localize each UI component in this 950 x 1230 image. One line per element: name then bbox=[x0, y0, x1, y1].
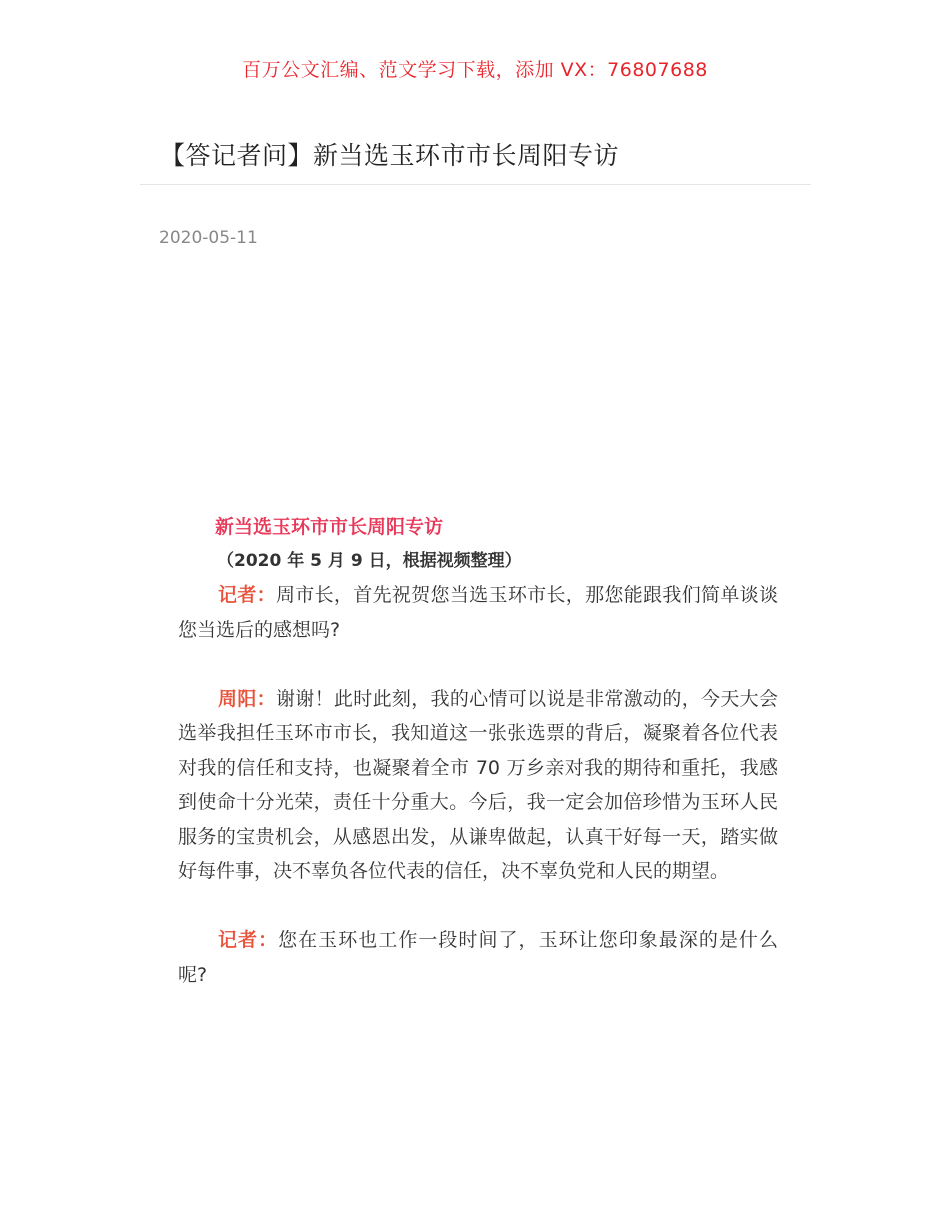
speaker-label: 周阳： bbox=[218, 687, 276, 710]
publish-date: 2020-05-11 bbox=[159, 228, 258, 248]
qa-paragraph-2 bbox=[178, 682, 778, 889]
qa-paragraph-3 bbox=[178, 923, 778, 992]
paragraph-text: 周市长，首先祝贺您当选玉环市长，那您能跟我们简单谈谈您当选后的感想吗? bbox=[178, 584, 778, 641]
qa-paragraph-1 bbox=[178, 578, 778, 647]
speaker-label: 记者： bbox=[218, 929, 279, 951]
article-subdate: （2020 年 5 月 9 日，根据视频整理） bbox=[217, 551, 522, 571]
speaker-label: 记者： bbox=[218, 584, 276, 606]
article-body bbox=[178, 510, 778, 992]
paragraph-text: 谢谢！此时此刻，我的心情可以说是非常激动的，今天大会选举我担任玉环市市长，我知道这一张张选票的背后，凝聚着各位代表对我的信任和支持，也凝聚着全市 70 万乡亲对我的期待和重托，我感到使命十分光荣，责任十分重大。今后，我一定会加倍珍惜为玉环人民服务的宝贵机会，从感恩出发，从谦卑做起，认真干好每一天，踏实做好每件事，决不辜负各位代表的信任，决不辜负党和人民的期望。 bbox=[178, 687, 778, 882]
paragraph-gap bbox=[178, 889, 778, 924]
watermark-banner: 百万公文汇编、范文学习下载，添加 VX：76807688 bbox=[242, 59, 708, 81]
title-divider bbox=[140, 184, 811, 185]
article-subtitle: 新当选玉环市市长周阳专访 bbox=[215, 516, 444, 538]
paragraph-text: 您在玉环也工作一段时间了，玉环让您印象最深的是什么呢? bbox=[178, 929, 778, 986]
page-title: 【答记者问】新当选玉环市市长周阳专访 bbox=[160, 141, 620, 170]
paragraph-gap bbox=[178, 647, 778, 682]
